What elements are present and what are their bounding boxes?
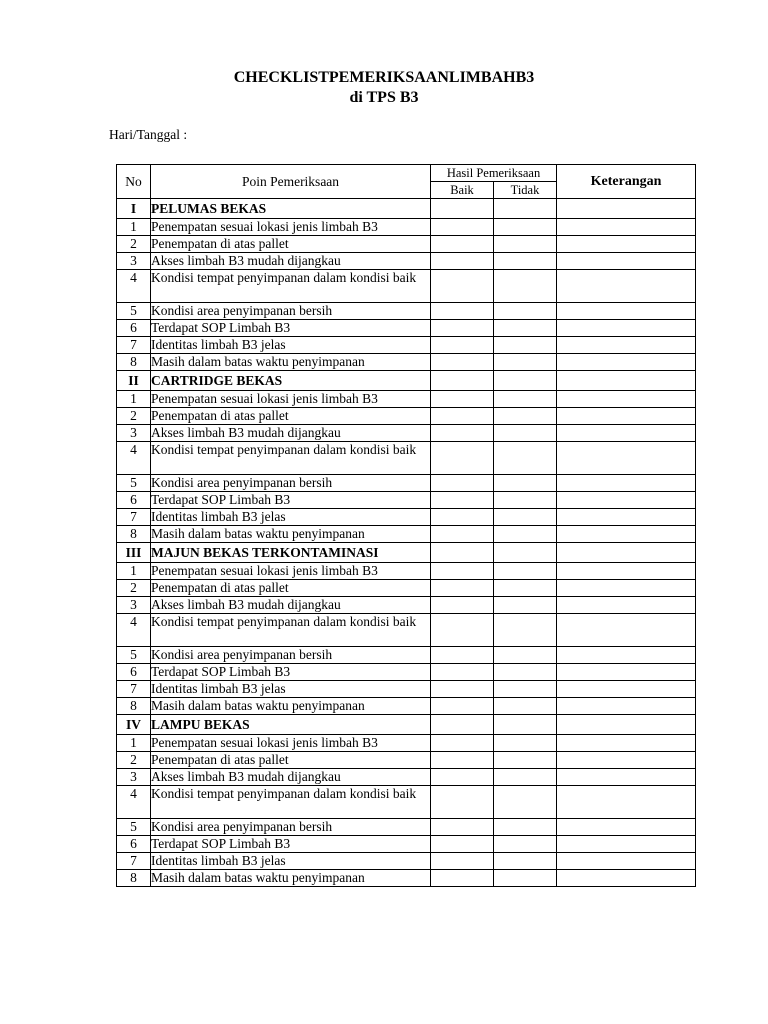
section-row bbox=[117, 199, 696, 219]
table-header bbox=[117, 165, 696, 199]
section-title: MAJUN BEKAS TERKONTAMINASI bbox=[151, 543, 431, 563]
title-line-1: CHECKLISTPEMERIKSAANLIMBAHB3 bbox=[233, 69, 535, 86]
item-text: Penempatan sesuai lokasi jenis limbah B3 bbox=[151, 219, 431, 236]
table-row bbox=[117, 735, 696, 752]
keterangan-cell[interactable] bbox=[557, 425, 696, 442]
table-row bbox=[117, 354, 696, 371]
table-row bbox=[117, 580, 696, 597]
item-text: Akses limbah B3 mudah dijangkau bbox=[151, 597, 431, 614]
item-number: 4 bbox=[117, 786, 151, 819]
tidak-cell[interactable] bbox=[494, 786, 557, 819]
table-row bbox=[117, 492, 696, 509]
keterangan-cell[interactable] bbox=[557, 698, 696, 715]
item-text: Kondisi tempat penyimpanan dalam kondisi baik bbox=[151, 614, 431, 647]
baik-cell[interactable] bbox=[431, 337, 494, 354]
tidak-cell[interactable] bbox=[494, 509, 557, 526]
table-row bbox=[117, 337, 696, 354]
baik-cell[interactable] bbox=[431, 442, 494, 475]
baik-cell[interactable] bbox=[431, 769, 494, 786]
baik-cell[interactable] bbox=[431, 391, 494, 408]
item-text: Identitas limbah B3 jelas bbox=[151, 509, 431, 526]
item-number: 6 bbox=[117, 836, 151, 853]
section-keterangan-cell bbox=[557, 199, 696, 219]
baik-cell[interactable] bbox=[431, 752, 494, 769]
tidak-cell[interactable] bbox=[494, 391, 557, 408]
header-poin: Poin Pemeriksaan bbox=[151, 165, 431, 199]
item-text: Akses limbah B3 mudah dijangkau bbox=[151, 425, 431, 442]
keterangan-cell[interactable] bbox=[557, 735, 696, 752]
table-row bbox=[117, 853, 696, 870]
title-line-2: di TPS B3 bbox=[349, 89, 419, 106]
keterangan-cell[interactable] bbox=[557, 492, 696, 509]
item-text: Penempatan di atas pallet bbox=[151, 752, 431, 769]
keterangan-cell[interactable] bbox=[557, 475, 696, 492]
tidak-cell[interactable] bbox=[494, 253, 557, 270]
header-keterangan: Keterangan bbox=[557, 165, 696, 199]
tidak-cell[interactable] bbox=[494, 735, 557, 752]
keterangan-cell[interactable] bbox=[557, 752, 696, 769]
section-title: PELUMAS BEKAS bbox=[151, 199, 431, 219]
item-text: Masih dalam batas waktu penyimpanan bbox=[151, 698, 431, 715]
tidak-cell[interactable] bbox=[494, 320, 557, 337]
table-row bbox=[117, 475, 696, 492]
table-row bbox=[117, 786, 696, 819]
table-row bbox=[117, 526, 696, 543]
baik-cell[interactable] bbox=[431, 580, 494, 597]
item-text: Terdapat SOP Limbah B3 bbox=[151, 320, 431, 337]
tidak-cell[interactable] bbox=[494, 664, 557, 681]
header-baik: Baik bbox=[431, 182, 494, 199]
tidak-cell[interactable] bbox=[494, 526, 557, 543]
table-row bbox=[117, 509, 696, 526]
item-text: Identitas limbah B3 jelas bbox=[151, 337, 431, 354]
keterangan-cell[interactable] bbox=[557, 870, 696, 887]
keterangan-cell[interactable] bbox=[557, 526, 696, 543]
baik-cell[interactable] bbox=[431, 647, 494, 664]
item-number: 5 bbox=[117, 647, 151, 664]
table-row bbox=[117, 563, 696, 580]
table-row bbox=[117, 219, 696, 236]
section-row bbox=[117, 371, 696, 391]
keterangan-cell[interactable] bbox=[557, 354, 696, 371]
baik-cell[interactable] bbox=[431, 735, 494, 752]
section-title: CARTRIDGE BEKAS bbox=[151, 371, 431, 391]
section-row bbox=[117, 543, 696, 563]
item-number: 4 bbox=[117, 614, 151, 647]
item-number: 8 bbox=[117, 526, 151, 543]
tidak-cell[interactable] bbox=[494, 870, 557, 887]
header-tidak: Tidak bbox=[494, 182, 557, 199]
keterangan-cell[interactable] bbox=[557, 391, 696, 408]
tidak-cell[interactable] bbox=[494, 752, 557, 769]
item-text: Kondisi area penyimpanan bersih bbox=[151, 475, 431, 492]
item-text: Penempatan di atas pallet bbox=[151, 580, 431, 597]
tidak-cell[interactable] bbox=[494, 819, 557, 836]
document-title bbox=[0, 68, 768, 108]
item-text: Kondisi area penyimpanan bersih bbox=[151, 819, 431, 836]
table-row bbox=[117, 664, 696, 681]
tidak-cell[interactable] bbox=[494, 425, 557, 442]
item-text: Penempatan sesuai lokasi jenis limbah B3 bbox=[151, 391, 431, 408]
item-text: Masih dalam batas waktu penyimpanan bbox=[151, 870, 431, 887]
section-numeral: IV bbox=[117, 715, 151, 735]
table-row bbox=[117, 819, 696, 836]
baik-cell[interactable] bbox=[431, 425, 494, 442]
item-text: Akses limbah B3 mudah dijangkau bbox=[151, 253, 431, 270]
section-row bbox=[117, 715, 696, 735]
date-label: Hari/Tanggal : bbox=[109, 127, 188, 142]
baik-cell[interactable] bbox=[431, 509, 494, 526]
keterangan-cell[interactable] bbox=[557, 614, 696, 647]
table-row bbox=[117, 870, 696, 887]
baik-cell[interactable] bbox=[431, 786, 494, 819]
tidak-cell[interactable] bbox=[494, 337, 557, 354]
item-number: 1 bbox=[117, 391, 151, 408]
baik-cell[interactable] bbox=[431, 819, 494, 836]
keterangan-cell[interactable] bbox=[557, 580, 696, 597]
table-row bbox=[117, 769, 696, 786]
table-row bbox=[117, 614, 696, 647]
item-number: 7 bbox=[117, 337, 151, 354]
item-number: 3 bbox=[117, 425, 151, 442]
tidak-cell[interactable] bbox=[494, 836, 557, 853]
tidak-cell[interactable] bbox=[494, 681, 557, 698]
table-row bbox=[117, 836, 696, 853]
table-row bbox=[117, 442, 696, 475]
section-tidak-cell bbox=[494, 199, 557, 219]
section-numeral: II bbox=[117, 371, 151, 391]
tidak-cell[interactable] bbox=[494, 408, 557, 425]
keterangan-cell[interactable] bbox=[557, 270, 696, 303]
baik-cell[interactable] bbox=[431, 698, 494, 715]
tidak-cell[interactable] bbox=[494, 442, 557, 475]
baik-cell[interactable] bbox=[431, 492, 494, 509]
item-text: Terdapat SOP Limbah B3 bbox=[151, 836, 431, 853]
tidak-cell[interactable] bbox=[494, 698, 557, 715]
keterangan-cell[interactable] bbox=[557, 769, 696, 786]
section-tidak-cell bbox=[494, 543, 557, 563]
item-number: 2 bbox=[117, 752, 151, 769]
item-text: Penempatan di atas pallet bbox=[151, 236, 431, 253]
item-number: 5 bbox=[117, 819, 151, 836]
keterangan-cell[interactable] bbox=[557, 647, 696, 664]
tidak-cell[interactable] bbox=[494, 236, 557, 253]
keterangan-cell[interactable] bbox=[557, 836, 696, 853]
item-number: 4 bbox=[117, 442, 151, 475]
item-text: Penempatan sesuai lokasi jenis limbah B3 bbox=[151, 735, 431, 752]
table-row bbox=[117, 320, 696, 337]
baik-cell[interactable] bbox=[431, 219, 494, 236]
keterangan-cell[interactable] bbox=[557, 337, 696, 354]
keterangan-cell[interactable] bbox=[557, 219, 696, 236]
item-text: Kondisi tempat penyimpanan dalam kondisi baik bbox=[151, 442, 431, 475]
item-number: 5 bbox=[117, 303, 151, 320]
section-keterangan-cell bbox=[557, 543, 696, 563]
baik-cell[interactable] bbox=[431, 408, 494, 425]
item-text: Identitas limbah B3 jelas bbox=[151, 853, 431, 870]
item-text: Terdapat SOP Limbah B3 bbox=[151, 664, 431, 681]
tidak-cell[interactable] bbox=[494, 270, 557, 303]
item-text: Penempatan di atas pallet bbox=[151, 408, 431, 425]
baik-cell[interactable] bbox=[431, 270, 494, 303]
item-number: 2 bbox=[117, 236, 151, 253]
keterangan-cell[interactable] bbox=[557, 853, 696, 870]
keterangan-cell[interactable] bbox=[557, 442, 696, 475]
baik-cell[interactable] bbox=[431, 475, 494, 492]
item-text: Akses limbah B3 mudah dijangkau bbox=[151, 769, 431, 786]
tidak-cell[interactable] bbox=[494, 303, 557, 320]
section-baik-cell bbox=[431, 199, 494, 219]
table-row bbox=[117, 647, 696, 664]
table-row bbox=[117, 391, 696, 408]
keterangan-cell[interactable] bbox=[557, 597, 696, 614]
item-number: 3 bbox=[117, 769, 151, 786]
table-row bbox=[117, 270, 696, 303]
baik-cell[interactable] bbox=[431, 303, 494, 320]
table-row bbox=[117, 408, 696, 425]
section-tidak-cell bbox=[494, 715, 557, 735]
tidak-cell[interactable] bbox=[494, 492, 557, 509]
table-row bbox=[117, 597, 696, 614]
baik-cell[interactable] bbox=[431, 354, 494, 371]
item-text: Kondisi area penyimpanan bersih bbox=[151, 647, 431, 664]
item-text: Terdapat SOP Limbah B3 bbox=[151, 492, 431, 509]
baik-cell[interactable] bbox=[431, 836, 494, 853]
item-number: 8 bbox=[117, 870, 151, 887]
table-row bbox=[117, 253, 696, 270]
baik-cell[interactable] bbox=[431, 563, 494, 580]
baik-cell[interactable] bbox=[431, 614, 494, 647]
item-number: 3 bbox=[117, 253, 151, 270]
tidak-cell[interactable] bbox=[494, 614, 557, 647]
section-baik-cell bbox=[431, 715, 494, 735]
item-number: 1 bbox=[117, 563, 151, 580]
item-number: 2 bbox=[117, 408, 151, 425]
item-number: 7 bbox=[117, 509, 151, 526]
keterangan-cell[interactable] bbox=[557, 408, 696, 425]
baik-cell[interactable] bbox=[431, 853, 494, 870]
tidak-cell[interactable] bbox=[494, 853, 557, 870]
table-row bbox=[117, 425, 696, 442]
item-text: Masih dalam batas waktu penyimpanan bbox=[151, 526, 431, 543]
item-number: 2 bbox=[117, 580, 151, 597]
item-text: Kondisi tempat penyimpanan dalam kondisi baik bbox=[151, 786, 431, 819]
item-number: 6 bbox=[117, 492, 151, 509]
keterangan-cell[interactable] bbox=[557, 509, 696, 526]
baik-cell[interactable] bbox=[431, 664, 494, 681]
tidak-cell[interactable] bbox=[494, 219, 557, 236]
item-number: 5 bbox=[117, 475, 151, 492]
item-number: 1 bbox=[117, 735, 151, 752]
table-row bbox=[117, 681, 696, 698]
keterangan-cell[interactable] bbox=[557, 786, 696, 819]
section-keterangan-cell bbox=[557, 371, 696, 391]
item-number: 1 bbox=[117, 219, 151, 236]
item-text: Masih dalam batas waktu penyimpanan bbox=[151, 354, 431, 371]
keterangan-cell[interactable] bbox=[557, 320, 696, 337]
baik-cell[interactable] bbox=[431, 320, 494, 337]
tidak-cell[interactable] bbox=[494, 580, 557, 597]
item-text: Kondisi tempat penyimpanan dalam kondisi baik bbox=[151, 270, 431, 303]
tidak-cell[interactable] bbox=[494, 354, 557, 371]
item-number: 3 bbox=[117, 597, 151, 614]
item-number: 7 bbox=[117, 853, 151, 870]
item-number: 7 bbox=[117, 681, 151, 698]
section-numeral: III bbox=[117, 543, 151, 563]
header-no: No bbox=[117, 165, 151, 199]
baik-cell[interactable] bbox=[431, 597, 494, 614]
table-row bbox=[117, 236, 696, 253]
item-number: 4 bbox=[117, 270, 151, 303]
item-number: 6 bbox=[117, 320, 151, 337]
keterangan-cell[interactable] bbox=[557, 236, 696, 253]
baik-cell[interactable] bbox=[431, 526, 494, 543]
baik-cell[interactable] bbox=[431, 236, 494, 253]
checklist-table bbox=[116, 164, 696, 887]
item-number: 8 bbox=[117, 698, 151, 715]
table-body bbox=[117, 199, 696, 887]
keterangan-cell[interactable] bbox=[557, 664, 696, 681]
keterangan-cell[interactable] bbox=[557, 563, 696, 580]
item-number: 8 bbox=[117, 354, 151, 371]
section-numeral: I bbox=[117, 199, 151, 219]
table-row bbox=[117, 303, 696, 320]
item-number: 6 bbox=[117, 664, 151, 681]
tidak-cell[interactable] bbox=[494, 769, 557, 786]
section-baik-cell bbox=[431, 371, 494, 391]
baik-cell[interactable] bbox=[431, 253, 494, 270]
item-text: Kondisi area penyimpanan bersih bbox=[151, 303, 431, 320]
item-text: Penempatan sesuai lokasi jenis limbah B3 bbox=[151, 563, 431, 580]
section-title: LAMPU BEKAS bbox=[151, 715, 431, 735]
tidak-cell[interactable] bbox=[494, 597, 557, 614]
keterangan-cell[interactable] bbox=[557, 303, 696, 320]
item-text: Identitas limbah B3 jelas bbox=[151, 681, 431, 698]
keterangan-cell[interactable] bbox=[557, 253, 696, 270]
tidak-cell[interactable] bbox=[494, 647, 557, 664]
keterangan-cell[interactable] bbox=[557, 681, 696, 698]
section-keterangan-cell bbox=[557, 715, 696, 735]
section-baik-cell bbox=[431, 543, 494, 563]
tidak-cell[interactable] bbox=[494, 475, 557, 492]
baik-cell[interactable] bbox=[431, 681, 494, 698]
baik-cell[interactable] bbox=[431, 870, 494, 887]
header-hasil: Hasil Pemeriksaan bbox=[431, 165, 557, 182]
tidak-cell[interactable] bbox=[494, 563, 557, 580]
section-tidak-cell bbox=[494, 371, 557, 391]
table-row bbox=[117, 698, 696, 715]
table-row bbox=[117, 752, 696, 769]
keterangan-cell[interactable] bbox=[557, 819, 696, 836]
